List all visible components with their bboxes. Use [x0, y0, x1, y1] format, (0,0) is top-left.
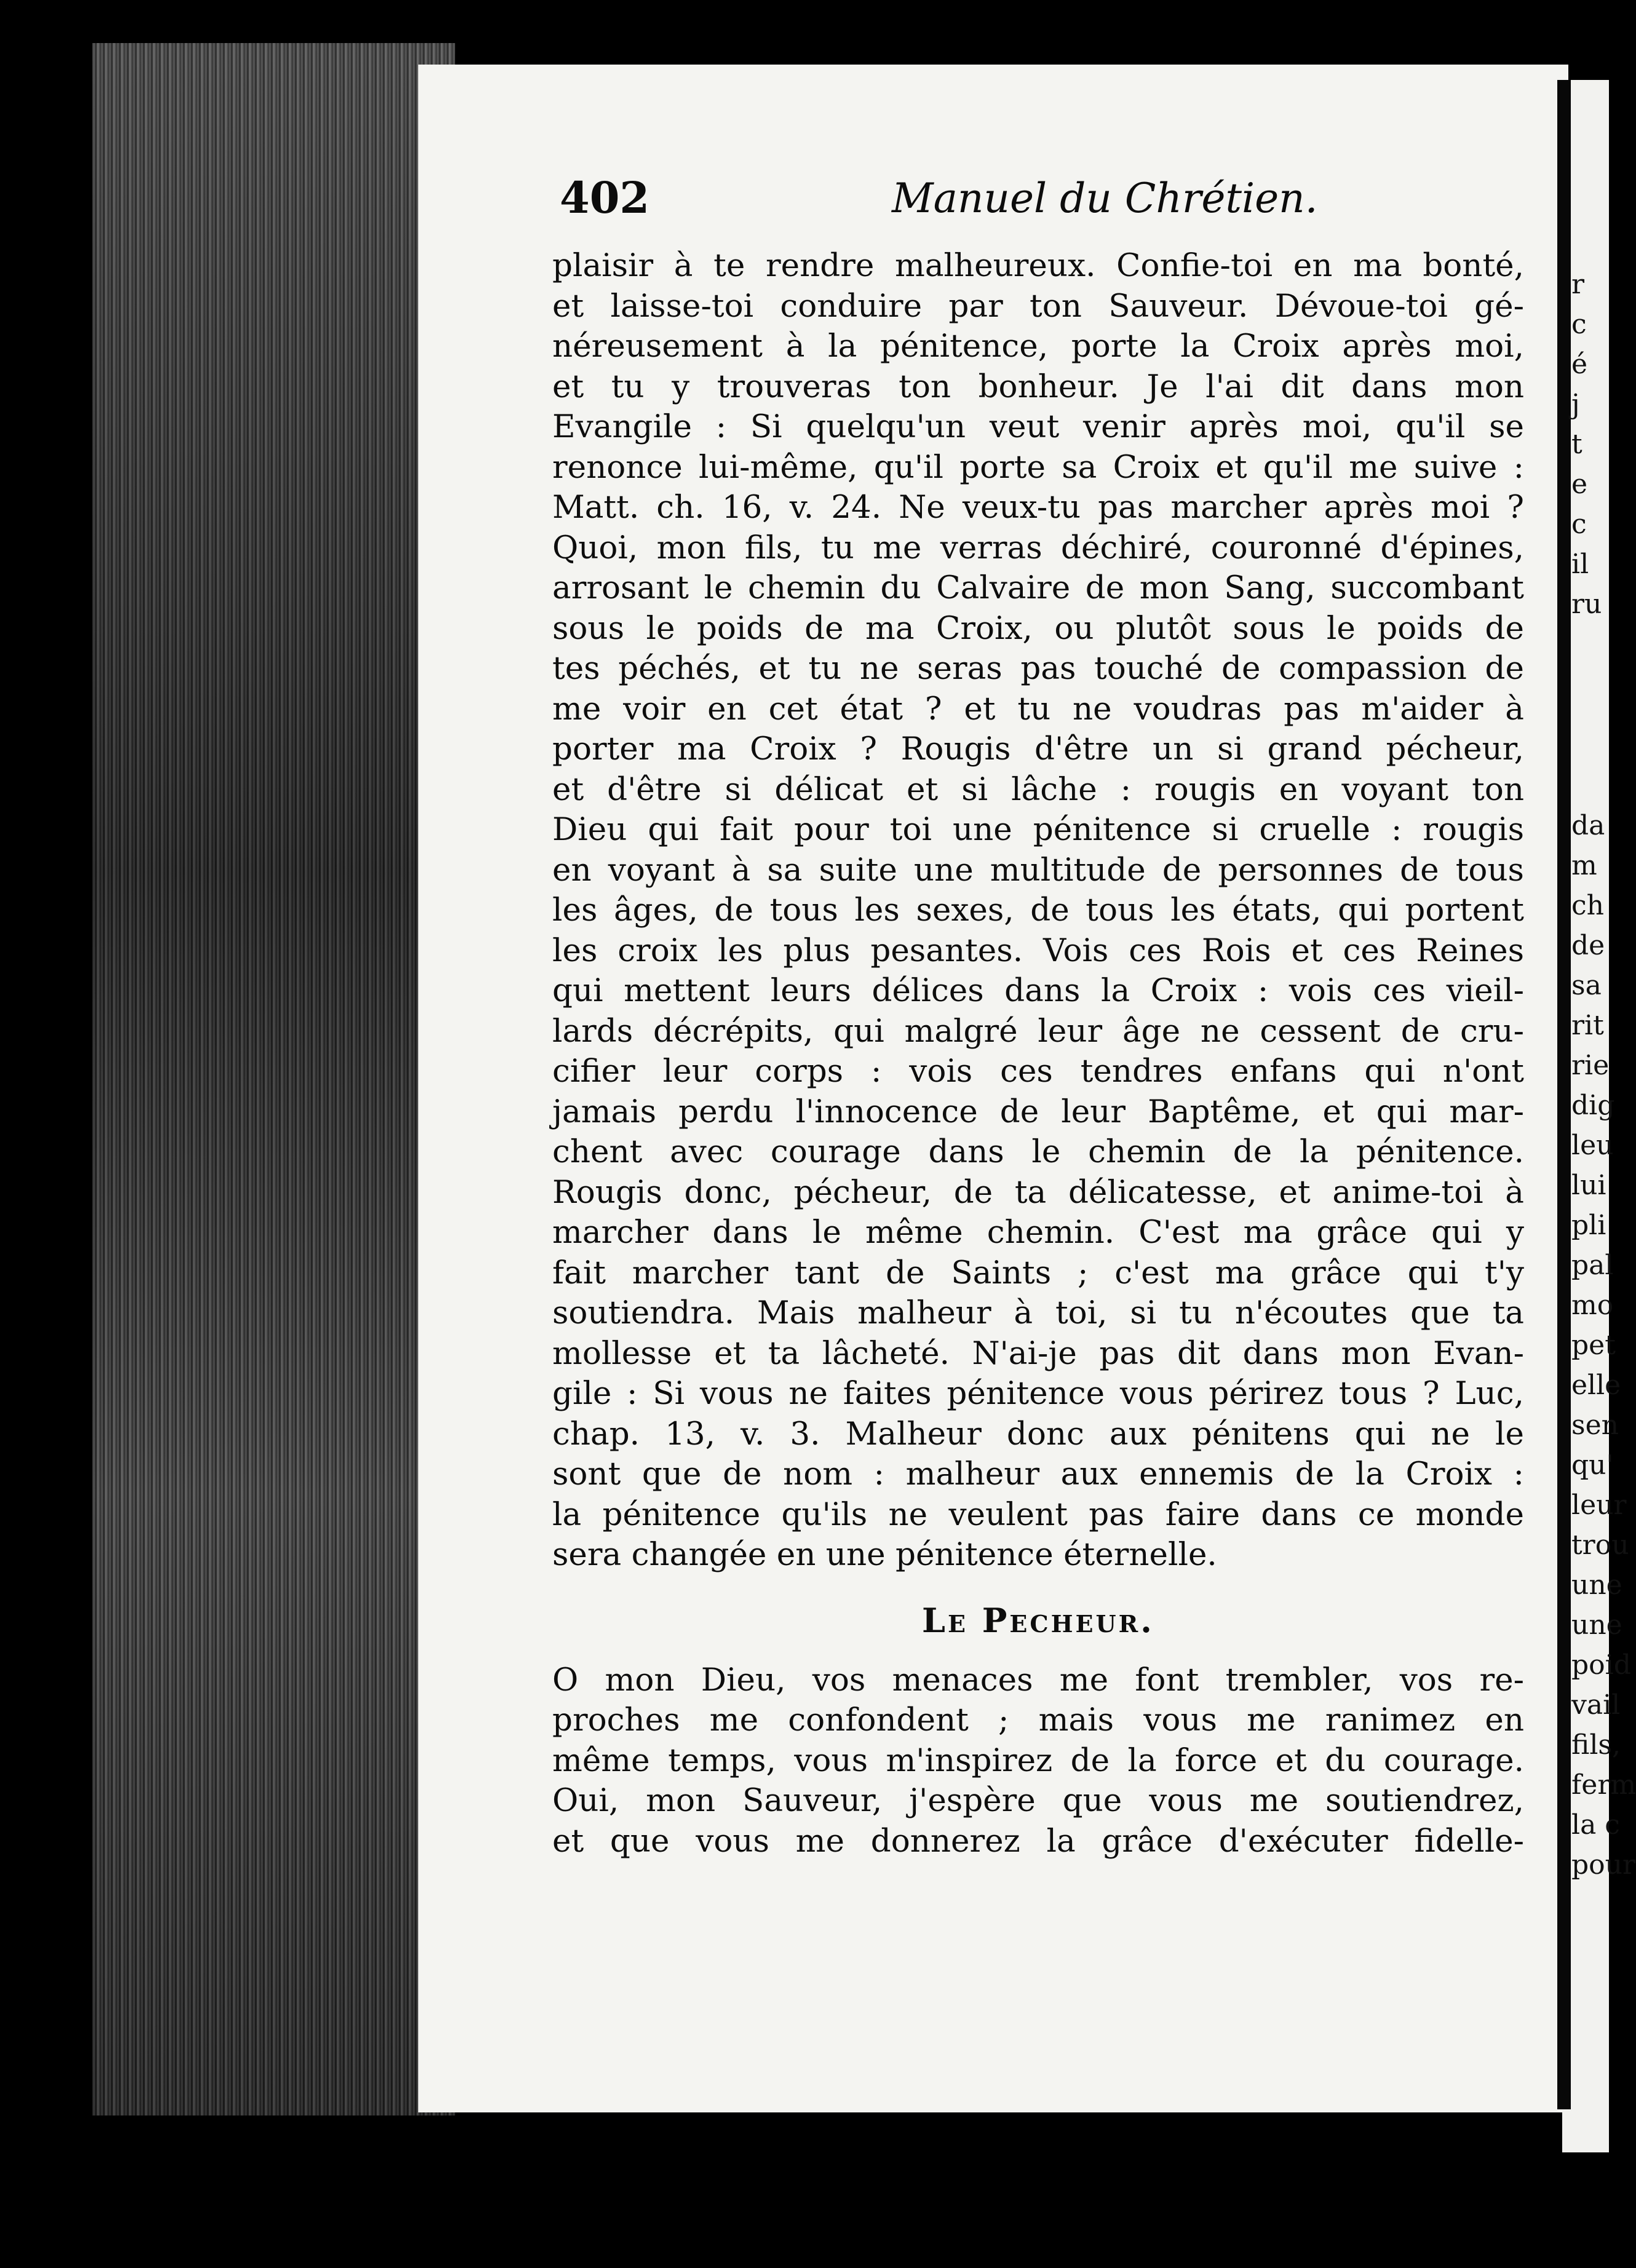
text-line: sera changée en une pénitence éternelle.	[552, 1536, 1217, 1573]
text-line: chap. 13, v. 3. Malheur donc aux pénitens qui ne le	[552, 1415, 1524, 1453]
gutter-shadow	[1557, 80, 1571, 2109]
facing-page-fragment: ru	[1571, 589, 1602, 620]
facing-page-fragment: e	[1571, 469, 1588, 500]
text-line: Rougis donc, pécheur, de ta délicatesse, et anime-toi à	[552, 1173, 1524, 1211]
text-line: Quoi, mon fils, tu me verras déchiré, couronné d'épines,	[552, 529, 1524, 566]
facing-page-fragment: il	[1571, 549, 1589, 580]
facing-page-fragment: une	[1571, 1609, 1622, 1641]
section-title: Le Pecheur.	[922, 1600, 1154, 1640]
text-line: et laisse-toi conduire par ton Sauveur. Dévoue-toi gé-	[552, 287, 1524, 325]
facing-page-fragment: r	[1571, 269, 1585, 300]
text-line: en voyant à sa suite une multitude de personnes de tous	[552, 851, 1524, 889]
facing-page-fragment: m	[1571, 850, 1597, 881]
facing-page-fragment: da	[1571, 810, 1605, 841]
facing-page-fragment: j	[1571, 389, 1580, 420]
facing-page-fragment: ch	[1571, 890, 1604, 921]
facing-page-fragment: dig	[1571, 1090, 1615, 1121]
text-line: plaisir à te rendre malheureux. Confie-toi en ma bonté,	[552, 247, 1524, 284]
running-title: Manuel du Chrétien.	[892, 175, 1318, 222]
paragraph-prayer	[552, 1660, 1524, 1862]
text-line: cifier leur corps : vois ces tendres enfans qui n'ont	[552, 1053, 1524, 1090]
facing-page-fragment: sa	[1571, 970, 1602, 1001]
text-line: tes péchés, et tu ne seras pas touché de compassion de	[552, 650, 1524, 687]
facing-page-fragment: fils,	[1571, 1729, 1621, 1761]
facing-page-fragment: pour	[1571, 1849, 1636, 1881]
text-line: proches me confondent ; mais vous me ranimez en	[552, 1702, 1524, 1739]
text-line: Evangile : Si quelqu'un veut venir après moi, qu'il se	[552, 408, 1524, 445]
facing-page-fragment: trou	[1571, 1529, 1629, 1561]
text-line: Oui, mon Sauveur, j'espère que vous me soutiendrez,	[552, 1782, 1524, 1819]
page-body	[552, 246, 1524, 1862]
facing-page-fragment: c	[1571, 309, 1587, 340]
facing-page-fragment: c	[1571, 509, 1587, 540]
facing-page-fragment: lui	[1571, 1170, 1606, 1201]
page-header	[560, 172, 1519, 234]
text-line: chent avec courage dans le chemin de la pénitence.	[552, 1133, 1524, 1170]
text-line: lards décrépits, qui malgré leur âge ne cessent de cru-	[552, 1012, 1524, 1050]
text-line: marcher dans le même chemin. C'est ma grâce qui y	[552, 1214, 1524, 1251]
text-line: O mon Dieu, vos menaces me font trembler, vos re-	[552, 1661, 1524, 1699]
text-line: les âges, de tous les sexes, de tous les états, qui portent	[552, 892, 1524, 929]
text-line: me voir en cet état ? et tu ne voudras pas m'aider à	[552, 690, 1524, 728]
facing-page-fragment: pet	[1571, 1330, 1616, 1361]
text-line: sous le poids de ma Croix, ou plutôt sous le poids de	[552, 609, 1524, 647]
text-line: porter ma Croix ? Rougis d'être un si grand pécheur,	[552, 731, 1524, 767]
facing-page-fragment: la c	[1571, 1809, 1620, 1841]
text-line: mollesse et ta lâcheté. N'ai-je pas dit dans mon Evan-	[552, 1334, 1524, 1372]
facing-page-fragment: une	[1571, 1569, 1622, 1601]
facing-page-fragment: elle	[1571, 1370, 1621, 1401]
text-line: qui mettent leurs délices dans la Croix : vois ces vieil-	[552, 972, 1524, 1009]
text-line: les croix les plus pesantes. Vois ces Rois et ces Reines	[552, 932, 1524, 969]
text-line: même temps, vous m'inspirez de la force et du courage.	[552, 1742, 1524, 1779]
text-line: soutiendra. Mais malheur à toi, si tu n'écoutes que ta	[552, 1295, 1524, 1331]
facing-page-fragment: leur	[1571, 1489, 1627, 1521]
facing-page-fragment: de	[1571, 930, 1605, 961]
facing-page-fragment: leu	[1571, 1130, 1614, 1161]
text-line: la pénitence qu'ils ne veulent pas faire dans ce monde	[552, 1496, 1524, 1533]
facing-page-fragment: mo	[1571, 1290, 1614, 1321]
text-line: Matt. ch. 16, v. 24. Ne veux-tu pas marcher après moi ?	[552, 489, 1524, 526]
text-line: arrosant le chemin du Calvaire de mon Sang, succombant	[552, 569, 1524, 606]
facing-page-fragment: sen	[1571, 1410, 1619, 1441]
facing-page-fragment: rit	[1571, 1010, 1604, 1041]
facing-page-fragment: ferm	[1571, 1769, 1636, 1801]
book-page-edge-shading	[92, 43, 455, 2115]
facing-page-fragment: vail	[1571, 1689, 1621, 1721]
text-line: gile : Si vous ne faites pénitence vous périrez tous ? Luc,	[552, 1375, 1524, 1412]
paragraph-main	[552, 246, 1524, 1576]
facing-page-fragment: t	[1571, 429, 1582, 460]
page-number: 402	[560, 172, 650, 223]
text-line: fait marcher tant de Saints ; c'est ma grâce qui t'y	[552, 1254, 1524, 1291]
text-line: néreusement à la pénitence, porte la Croix après moi,	[552, 328, 1524, 365]
facing-page-text	[1571, 806, 1636, 1885]
text-line: jamais perdu l'innocence de leur Baptême, et qui mar-	[552, 1093, 1524, 1130]
facing-page-fragment: pli	[1571, 1210, 1606, 1241]
facing-page-fragment: poid	[1571, 1649, 1631, 1681]
facing-page-text-top	[1571, 264, 1609, 624]
facing-page-fragment: qu'	[1571, 1449, 1614, 1481]
text-line: et que vous me donnerez la grâce d'exécuter fidelle-	[552, 1822, 1524, 1860]
facing-page-fragment: é	[1571, 349, 1588, 380]
text-line: renonce lui-même, qu'il porte sa Croix et qu'il me suive :	[552, 448, 1524, 486]
facing-page-fragment: pal	[1571, 1250, 1614, 1281]
text-line: Dieu qui fait pour toi une pénitence si cruelle : rougis	[552, 811, 1524, 848]
text-line: et d'être si délicat et si lâche : rougis en voyant ton	[552, 771, 1524, 808]
text-line: et tu y trouveras ton bonheur. Je l'ai dit dans mon	[552, 368, 1524, 405]
text-line: sont que de nom : malheur aux ennemis de la Croix :	[552, 1456, 1524, 1493]
facing-page-fragment: rie	[1571, 1050, 1610, 1081]
